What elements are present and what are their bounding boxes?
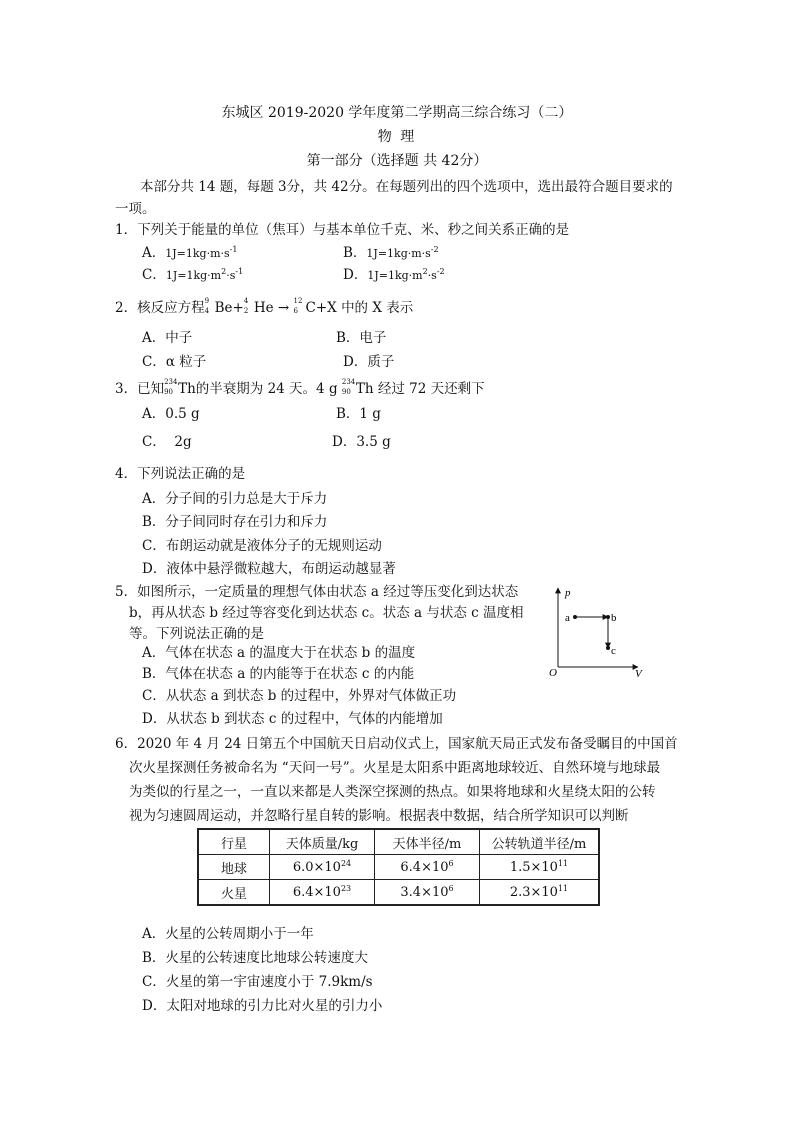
q3-option-d: D．3.5 g [332, 434, 391, 450]
q4-option-a: A．分子间的引力总是大于斥力 [142, 491, 328, 507]
q1-option-d: D．$1J=1kg\cdot m^2\cdot s^{-2}$ [343, 267, 445, 283]
table-header-row [198, 829, 599, 855]
q4-stem: 4．下列说法正确的是 [115, 466, 246, 482]
q6-stem-line-4: 视为匀速圆周运动，并忽略行星自转的影响。根据表中数据，结合所学知识可以判断 [129, 808, 629, 824]
table-cell: $3.4\times 10^6$ [375, 880, 480, 906]
q4-option-b: B．分子间同时存在引力和斥力 [142, 514, 328, 530]
q6-stem-line-3: 为类似的行星之一，一直以来都是人类深空探测的热点。如果将地球和火星绕太阳的公转 [129, 784, 656, 800]
table-header-cell: 天体半径/m [375, 829, 480, 855]
table-cell: $6.0\times 10^{24}$ [270, 855, 375, 880]
q6-stem-line-1: 6．2020 年 4 月 24 日第五个中国航天日启动仪式上，国家航天局正式发布备受瞩目的中国首 [115, 736, 678, 752]
q6-option-b: B．火星的公转速度比地球公转速度大 [142, 950, 368, 966]
q6-stem-line-2: 次火星探测任务被命名为 “天问一号”。火星是太阳系中距离地球较近、自然环境与地球最 [129, 760, 661, 776]
q6-option-c: C．火星的第一宇宙速度小于 7.9km/s [142, 974, 373, 990]
table-header-cell: 公转轨道半径/m [480, 829, 600, 855]
q3-option-c: C． 2g [142, 434, 192, 450]
q3-stem: 3．已知 234 90 Th的半衰期为 24 天。4 g 234 90 Th 经过 72 天还剩下 [115, 378, 485, 397]
q5-stem-line-3: 等。下列说法正确的是 [129, 626, 264, 642]
state-a-label: a [565, 612, 570, 624]
exam-title: 东城区 2019-2020 学年度第二学期高三综合练习（二） [221, 105, 573, 121]
q4-option-c: C．布朗运动就是液体分子的无规则运动 [142, 538, 382, 554]
table-header-cell: 天体质量/kg [270, 829, 375, 855]
instructions-line-2: 一项。 [115, 201, 156, 217]
q2-stem: 2．核反应方程 9 4 Be+ 4 2 He → 12 6 C+X 中的 X 表示 [115, 297, 414, 316]
state-c-label: c [611, 645, 616, 657]
origin-label: O [549, 667, 557, 679]
q1-option-b: B．$1J=1kg\cdot m\cdot s^{-2}$ [343, 245, 439, 261]
q6-option-d: D．太阳对地球的引力比对火星的引力小 [142, 998, 383, 1014]
planet-data-table [197, 828, 600, 906]
q5-option-d: D．从状态 b 到状态 c 的过程中，气体的内能增加 [142, 711, 443, 727]
table-cell: $1.5\times 10^{11}$ [480, 855, 600, 880]
q5-option-b: B．气体在状态 a 的内能等于在状态 c 的内能 [142, 666, 415, 682]
q3-option-b: B．1 g [336, 406, 381, 422]
p-axis-label: p [565, 587, 571, 599]
table-header-cell: 行星 [198, 829, 270, 855]
q1-stem: 1．下列关于能量的单位（焦耳）与基本单位千克、米、秒之间关系正确的是 [115, 222, 570, 238]
q5-option-a: A．气体在状态 a 的温度大于在状态 b 的温度 [142, 645, 416, 661]
q2-option-c: C．α 粒子 [142, 354, 207, 370]
table-cell: $6.4\times 10^6$ [375, 855, 480, 880]
q1-option-a: A．$1J=1kg\cdot m\cdot s^{-1}$ [142, 245, 238, 261]
pv-diagram [545, 580, 655, 680]
table-cell: $2.3\times 10^{11}$ [480, 880, 600, 906]
state-b-point [606, 615, 610, 619]
q2-option-a: A．中子 [142, 330, 193, 346]
table-cell: 火星 [198, 880, 270, 906]
q2-option-d: D．质子 [343, 354, 395, 370]
q6-option-a: A．火星的公转周期小于一年 [142, 926, 314, 942]
q5-option-c: C．从状态 a 到状态 b 的过程中，外界对气体做正功 [142, 688, 457, 704]
v-axis-label: V [635, 668, 642, 680]
table-row [198, 855, 599, 880]
part-title: 第一部分（选择题 共 42分） [306, 153, 488, 169]
table-cell: $6.4\times 10^{23}$ [270, 880, 375, 906]
subject-title: 物 理 [377, 129, 417, 145]
q5-stem-line-1: 5．如图所示，一定质量的理想气体由状态 a 经过等压变化到达状态 [115, 584, 519, 600]
q3-option-a: A．0.5 g [142, 406, 200, 422]
state-b-label: b [611, 612, 617, 624]
instructions-line-1: 本部分共 14 题，每题 3分，共 42分。在每题列出的四个选项中，选出最符合题目要求的 [140, 179, 673, 195]
q4-option-d: D．液体中悬浮微粒越大，布朗运动越显著 [142, 561, 396, 577]
q1-option-c: C．$1J=1kg\cdot m^2\cdot s^{-1}$ [142, 267, 244, 283]
table-row [198, 880, 599, 906]
q5-stem-line-2: b，再从状态 b 经过等容变化到达状态 c。状态 a 与状态 c 温度相 [129, 605, 524, 621]
state-c-point [606, 646, 610, 650]
state-a-point [573, 615, 577, 619]
table-cell: 地球 [198, 855, 270, 880]
q2-option-b: B．电子 [336, 330, 387, 346]
